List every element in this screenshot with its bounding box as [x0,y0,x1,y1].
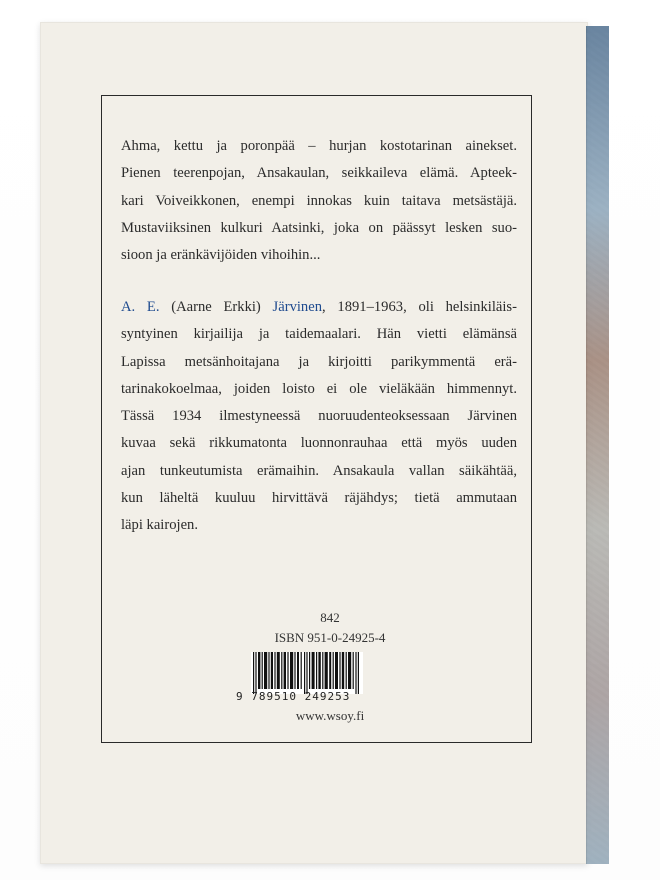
blurb-line: Mustaviiksinen kulkuri Aatsinki, joka on päässyt lesken suo- [121,219,517,236]
bio-first-line [121,294,517,321]
blurb-line: Ahma, kettu ja poronpää – hurjan kostotarinan ainekset. [121,138,517,154]
bio-line-rest: , 1891–1963, oli helsinkiläis- [322,299,517,315]
bio-line: Lapissa metsänhoitajana ja kirjoitti parikymmentä erä- [121,353,517,370]
bio-line: läpi kairojen. [121,517,198,534]
bio-line: Tässä 1934 ilmestyneessä nuoruudenteoksessaan Järvinen [121,408,517,425]
author-fullname: (Aarne Erkki) [171,299,261,315]
blurb-line: kari Voiveikkonen, enempi innokas kuin taitava metsästäjä. [121,192,517,209]
bio-line: syntyinen kirjailija ja taidemaalari. Hän vietti elämänsä [121,326,517,343]
book-spine [586,26,609,864]
bio-line: kun läheltä kuuluu hirvittävä räjähdys; tietä ammutaan [121,490,517,507]
blurb-paragraph [121,133,517,269]
blurb-line: sioon ja eränkävijöiden vihoihin... [121,247,321,264]
bio-line: ajan tunkeutumista erämaihin. Ansakaula vallan säikähtää, [121,462,517,479]
isbn-text: ISBN 951-0-24925-4 [274,630,386,645]
author-initials: A. E. [121,299,160,315]
bio-line: kuvaa sekä rikkumatonta luonnonrauhaa että myös uuden [121,435,517,452]
publisher-website: www.wsoy.fi [295,708,365,723]
blurb-line: Pienen teerenpojan, Ansakaulan, seikkaileva elämä. Apteek- [121,165,517,182]
author-bio-paragraph [121,294,517,540]
author-surname: Järvinen [272,299,322,315]
classification-number: 842 [320,610,340,625]
barcode-digits: 9 789510 249253 [236,690,351,703]
barcode-image [251,652,363,694]
bio-line: tarinakokoelmaa, joiden loisto ei ole vieläkään himmennyt. [121,380,517,397]
